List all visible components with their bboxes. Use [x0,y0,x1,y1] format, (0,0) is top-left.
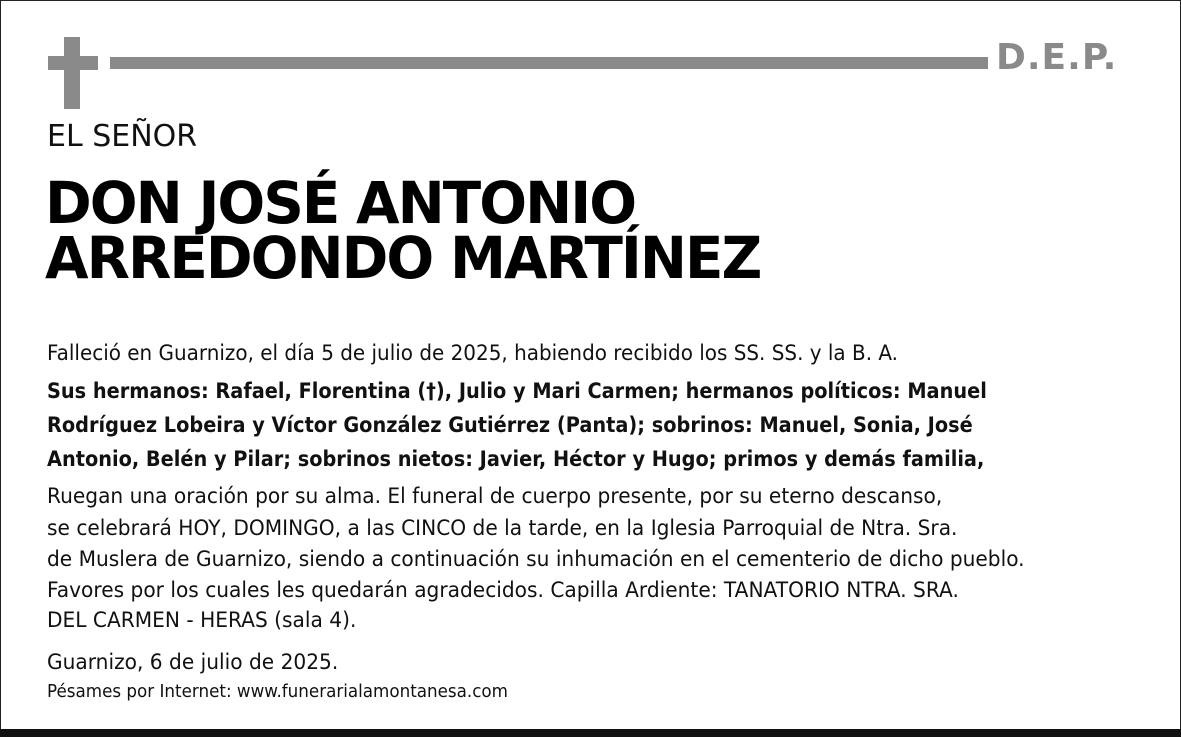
service-line: de Muslera de Guarnizo, siendo a continuación su inhumación en el cementerio de dicho pueblo. [47,547,1025,571]
service-line: se celebrará HOY, DOMINGO, a las CINCO de la tarde, en la Iglesia Parroquial de Ntra. Sra. [47,516,958,540]
family-line: Antonio, Belén y Pilar; sobrinos nietos: Javier, Héctor y Hugo; primos y demás familia, [47,447,985,471]
cross-icon-bar [48,56,98,70]
place-date: Guarnizo, 6 de julio de 2025. [47,650,339,674]
condolences-web: Pésames por Internet: www.funerarialamontanesa.com [47,681,508,702]
deceased-name-line2: ARREDONDO MARTÍNEZ [45,224,761,292]
service-line: Ruegan una oración por su alma. El funeral de cuerpo presente, por su eterno descanso, [47,484,943,508]
title-prefix: EL SEÑOR [47,119,198,154]
service-line: Favores por los cuales les quedarán agradecidos. Capilla Ardiente: TANATORIO NTRA. SRA. [47,578,959,602]
death-notice: Falleció en Guarnizo, el día 5 de julio de 2025, habiendo recibido los SS. SS. y la B. A. [47,341,899,365]
cross-icon [64,37,80,109]
deceased-name-line1: DON JOSÉ ANTONIO [45,169,636,237]
family-line: Rodríguez Lobeira y Víctor González Gutiérrez (Panta); sobrinos: Manuel, Sonia, José [47,413,973,437]
dep-label: D.E.P. [996,37,1118,78]
service-line: DEL CARMEN - HERAS (sala 4). [47,608,357,632]
bottom-border [0,729,1181,737]
header-rule [110,57,988,69]
family-line: Sus hermanos: Rafael, Florentina (†), Julio y Mari Carmen; hermanos políticos: Manuel [47,379,987,403]
